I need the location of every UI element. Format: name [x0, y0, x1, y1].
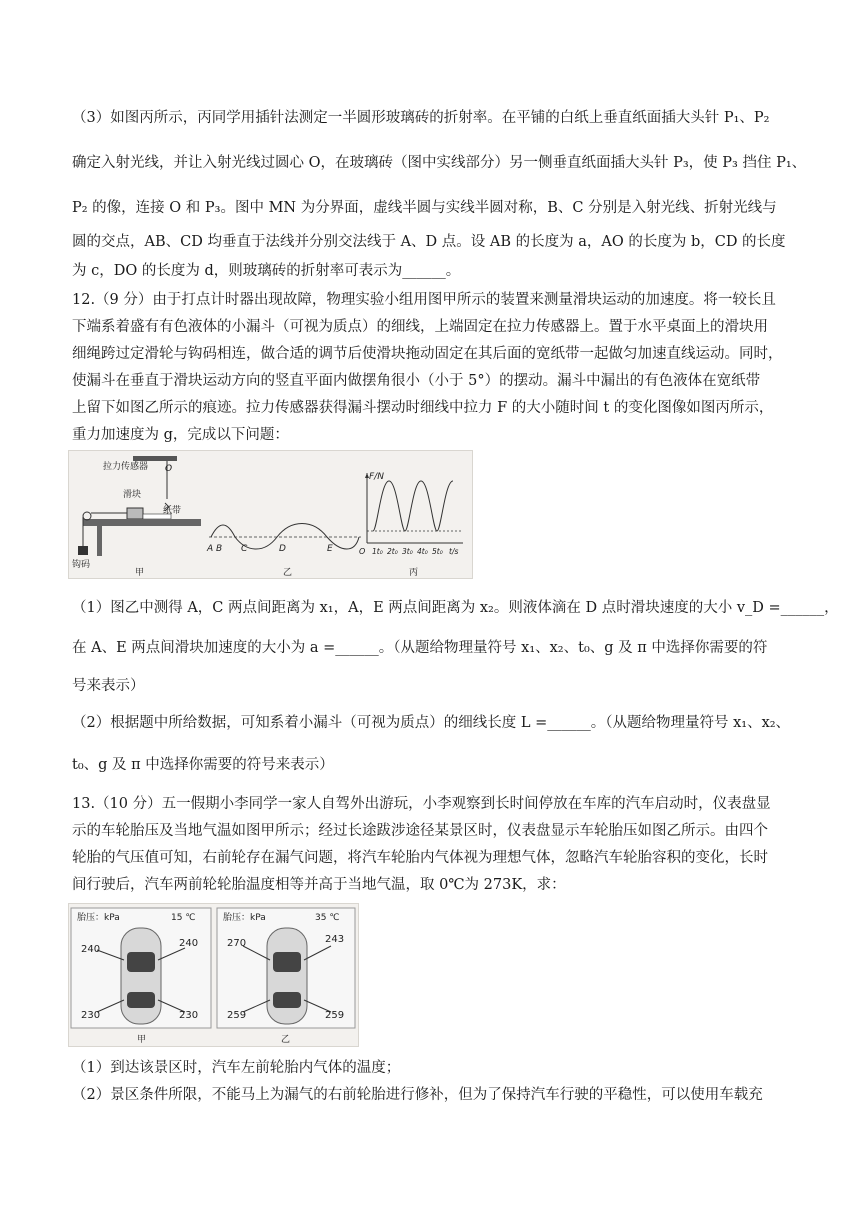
- tick-label: 2t₀: [387, 547, 398, 556]
- text-line: 为 c，DO 的长度为 d，则玻璃砖的折射率可表示为______。: [72, 263, 461, 279]
- question-12-title: 12.（9 分）由于打点计时器出现故障，物理实验小组用图甲所示的装置来测量滑块运动的加速度。将一较长且: [72, 292, 776, 308]
- tick-label: 4t₀: [417, 547, 428, 556]
- text-line: 轮胎的气压值可知，右前轮存在漏气问题，将汽车轮胎内气体视为理想气体，忽略汽车轮胎容积的变化，长时: [72, 850, 768, 866]
- axis-x-label: t/s: [449, 547, 459, 556]
- text-line: 示的车轮胎压及当地气温如图甲所示；经过长途跋涉途径某景区时，仪表盘显示车轮胎压如图乙所示。由四个: [72, 823, 768, 839]
- text-line: （2）景区条件所限，不能马上为漏气的右前轮胎进行修补，但为了保持汽车行驶的平稳性，可以使用车载充: [72, 1087, 763, 1103]
- experiment-figure: [68, 450, 473, 579]
- tick-label: 1t₀: [372, 547, 383, 556]
- caption-jia: 甲: [135, 568, 145, 578]
- text-line: 重力加速度为 g，完成以下问题：: [72, 427, 289, 443]
- tire-rear-right: 230: [179, 1010, 199, 1021]
- text-line: 间行驶后，汽车两前轮轮胎温度相等并高于当地气温，取 0℃为 273K，求：: [72, 877, 566, 893]
- text-line: P₂ 的像，连接 O 和 P₃。图中 MN 为分界面，虚线半圆与实线半圆对称，B、C 分别是入射光线、折射光线与: [72, 200, 777, 216]
- tape-label: 纸带: [163, 506, 182, 516]
- text-line: 确定入射光线，并让入射光线过圆心 O，在玻璃砖（图中实线部分）另一侧垂直纸面插大头针 P₃，使 P₃ 挡住 P₁、: [72, 155, 807, 171]
- point-a: A: [207, 544, 214, 554]
- point-d: D: [279, 544, 286, 554]
- tick-label: 5t₀: [432, 547, 443, 556]
- caption-yi: 乙: [281, 1035, 291, 1045]
- panel-title: 胎压：kPa: [223, 913, 266, 923]
- panel-temp: 15 ℃: [171, 913, 196, 923]
- panel-temp: 35 ℃: [315, 913, 340, 923]
- tire-rear-left: 230: [81, 1010, 101, 1021]
- text-line: t₀、g 及 π 中选择你需要的符号来表示）: [72, 757, 334, 773]
- weight-label: 钩码: [72, 560, 91, 570]
- question-13-title: 13.（10 分）五一假期小李同学一家人自驾外出游玩，小李观察到长时间停放在车库的汽车启动时，仪表盘显: [72, 796, 771, 812]
- axis-origin: O: [359, 547, 366, 556]
- point-e: E: [327, 544, 333, 554]
- text-line: （3）如图丙所示，丙同学用插针法测定一半圆形玻璃砖的折射率。在平铺的白纸上垂直纸面插大头针 P₁、P₂: [72, 110, 770, 126]
- tick-label: 3t₀: [402, 547, 413, 556]
- tire-pressure-figure: [68, 903, 359, 1047]
- tire-front-right: 240: [179, 938, 199, 949]
- caption-yi: 乙: [283, 568, 293, 578]
- axis-y-label: F/N: [369, 472, 384, 482]
- text-line: （1）到达该景区时，汽车左前轮胎内气体的温度；: [72, 1060, 401, 1076]
- text-line: 在 A、E 两点间滑块加速度的大小为 a =______。（从题给物理量符号 x₁、x₂、t₀、g 及 π 中选择你需要的符: [72, 640, 768, 656]
- tire-front-right: 243: [325, 934, 345, 945]
- text-line: 上留下如图乙所示的痕迹。拉力传感器获得漏斗摆动时细线中拉力 F 的大小随时间 t 的变化图像如图丙所示，: [72, 400, 774, 416]
- slider-label: 滑块: [123, 490, 142, 500]
- point-b: B: [216, 544, 223, 554]
- sensor-label: 拉力传感器: [103, 462, 149, 472]
- tire-rear-left: 259: [227, 1010, 247, 1021]
- text-line: 圆的交点，AB、CD 均垂直于法线并分别交法线于 A、D 点。设 AB 的长度为 a，AO 的长度为 b，CD 的长度: [72, 234, 786, 250]
- point-c: C: [241, 544, 248, 554]
- text-line: 下端系着盛有有色液体的小漏斗（可视为质点）的细线，上端固定在拉力传感器上。置于水平桌面上的滑块用: [72, 319, 768, 335]
- caption-bing: 丙: [409, 568, 419, 578]
- tire-front-left: 240: [81, 944, 101, 955]
- text-line: 细绳跨过定滑轮与钩码相连，做合适的调节后使滑块拖动固定在其后面的宽纸带一起做匀加速直线运动。同时，: [72, 346, 783, 362]
- caption-jia: 甲: [137, 1035, 147, 1045]
- tire-front-left: 270: [227, 938, 247, 949]
- text-line: 号来表示）: [72, 678, 145, 694]
- tire-rear-right: 259: [325, 1010, 345, 1021]
- text-line: （1）图乙中测得 A，C 两点间距离为 x₁，A，E 两点间距离为 x₂。则液体滴在 D 点时滑块速度的大小 v_D =______，: [72, 600, 839, 616]
- panel-title: 胎压：kPa: [77, 913, 120, 923]
- text-line: （2）根据题中所给数据，可知系着小漏斗（可视为质点）的细线长度 L =______。（从题给物理量符号 x₁、x₂、: [72, 715, 791, 731]
- pivot-label: O: [165, 464, 173, 474]
- text-line: 使漏斗在垂直于滑块运动方向的竖直平面内做摆角很小（小于 5°）的摆动。漏斗中漏出的有色液体在宽纸带: [72, 373, 761, 389]
